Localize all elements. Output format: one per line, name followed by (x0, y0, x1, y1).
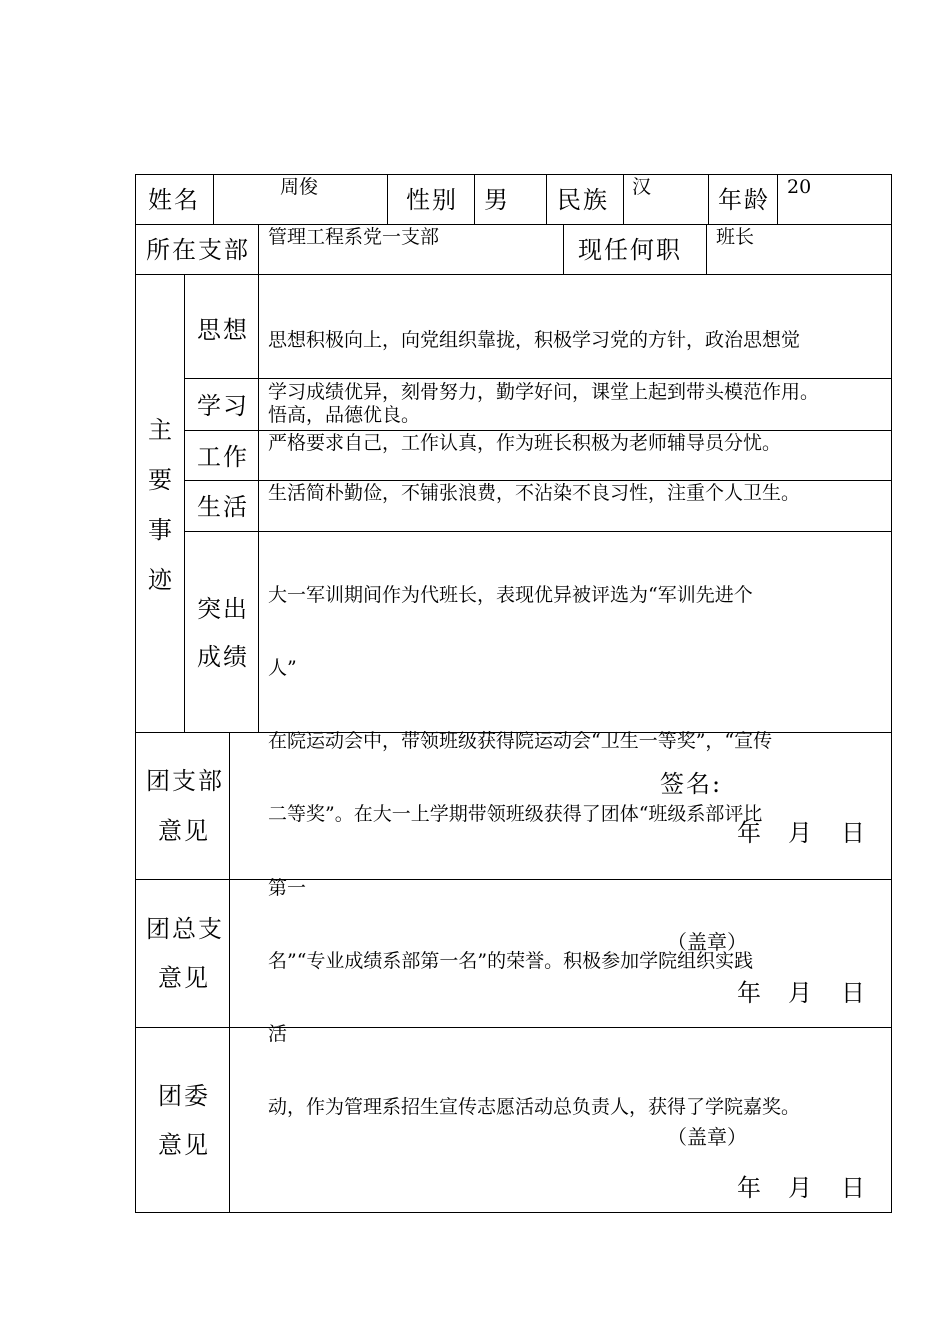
deeds-label-char: 事 (148, 516, 174, 544)
achievement-text (268, 534, 800, 1169)
col-divider (474, 174, 475, 225)
name-value: 周俊 (280, 176, 319, 198)
row-divider (184, 480, 892, 481)
table-border-bottom (135, 1212, 892, 1213)
deeds-label-char: 要 (148, 466, 174, 494)
col-divider (184, 274, 185, 733)
date-year: 年 (737, 1174, 763, 1202)
row-divider (135, 274, 892, 275)
date-month: 月 (788, 819, 814, 847)
col-divider (229, 732, 230, 1213)
branch-label: 所在支部 (146, 236, 250, 264)
age-value: 20 (787, 176, 812, 198)
achievement-line: 第一 (268, 876, 307, 899)
achievement-line: 动，作为管理系招生宣传志愿活动总负责人，获得了学院嘉奖。 (268, 1096, 801, 1119)
achievement-line: 二等奖”。在大一上学期带领班级获得了团体“班级系部评比 (268, 803, 763, 826)
achievement-label: 成绩 (197, 643, 249, 671)
general-branch-opinion-label: 团总支 (146, 915, 224, 943)
committee-opinion-label: 意见 (158, 1131, 210, 1159)
ethnic-value: 汉 (632, 176, 652, 198)
col-divider (387, 174, 388, 225)
work-label: 工作 (197, 443, 249, 471)
thought-line: 思想积极向上，向党组织靠拢，积极学习党的方针，政治思想觉 (268, 329, 801, 351)
col-divider (706, 224, 707, 275)
table-border-top (135, 174, 892, 175)
signature-label: 签名: (660, 770, 723, 798)
general-branch-opinion-label: 意见 (158, 964, 210, 992)
seal-label: （盖章） (667, 1125, 747, 1149)
achievement-label: 突出 (197, 595, 249, 623)
work-text: 严格要求自己，工作认真，作为班长积极为老师辅导员分忧。 (268, 432, 782, 454)
col-divider (708, 174, 709, 225)
position-value: 班长 (716, 226, 755, 248)
ethnic-label: 民族 (557, 186, 609, 214)
date-month: 月 (788, 979, 814, 1007)
date-month: 月 (788, 1174, 814, 1202)
branch-opinion-label: 意见 (158, 817, 210, 845)
gender-label: 性别 (406, 186, 458, 214)
branch-opinion-label: 团支部 (146, 767, 224, 795)
date-year: 年 (737, 979, 763, 1007)
col-divider (546, 174, 547, 225)
row-divider (135, 224, 892, 225)
achievement-line: 人” (268, 657, 297, 680)
deeds-label-char: 迹 (148, 566, 174, 594)
achievement-line: 大一军训期间作为代班长，表现优异被评选为“军训先进个 (268, 583, 753, 606)
seal-label: （盖章） (667, 930, 747, 954)
col-divider (777, 174, 778, 225)
achievement-line: 活 (268, 1023, 288, 1046)
date-year: 年 (737, 819, 763, 847)
col-divider (563, 224, 564, 275)
row-divider (184, 531, 892, 532)
table-border-left (135, 174, 136, 1213)
age-label: 年龄 (718, 186, 770, 214)
col-divider (258, 224, 259, 275)
date-day: 日 (841, 979, 867, 1007)
study-text: 学习成绩优异，刻骨努力，勤学好问，课堂上起到带头模范作用。 (268, 381, 820, 403)
col-divider (258, 274, 259, 733)
committee-opinion-label: 团委 (158, 1082, 210, 1110)
branch-value: 管理工程系党一支部 (268, 226, 440, 248)
study-label: 学习 (197, 392, 249, 420)
gender-value: 男 (484, 186, 510, 214)
deeds-label-char: 主 (148, 416, 174, 444)
position-label: 现任何职 (578, 236, 682, 264)
col-divider (213, 174, 214, 225)
name-label: 姓名 (148, 186, 200, 214)
life-label: 生活 (197, 493, 249, 521)
col-divider (623, 174, 624, 225)
achievement-line: 在院运动会中，带领班级获得院运动会“卫生一等奖”，“宣传 (268, 730, 773, 753)
date-day: 日 (841, 819, 867, 847)
date-day: 日 (841, 1174, 867, 1202)
thought-label: 思想 (197, 316, 249, 344)
achievement-line: 名”“专业成绩系部第一名”的荣誉。积极参加学院组织实践 (268, 949, 754, 972)
table-border-right (891, 174, 892, 1213)
life-text: 生活简朴勤俭，不铺张浪费，不沾染不良习性，注重个人卫生。 (268, 482, 801, 504)
thought-line: 悟高，品德优良。 (268, 404, 421, 426)
